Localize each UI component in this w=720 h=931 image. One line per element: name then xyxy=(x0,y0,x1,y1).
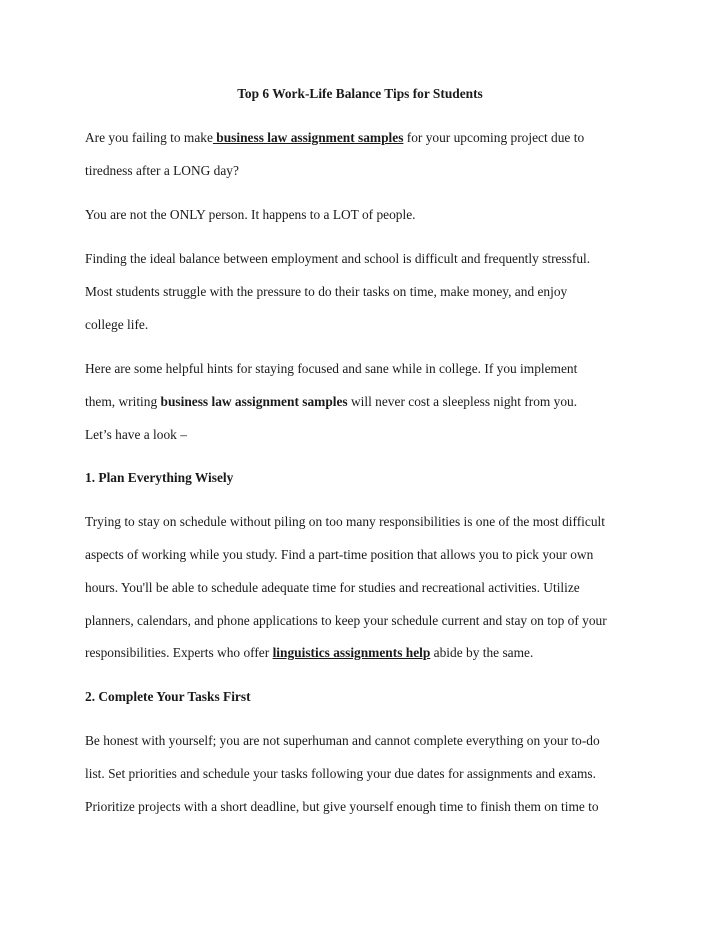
paragraph-line xyxy=(85,645,533,661)
linguistics-assignments-help-link[interactable]: linguistics assignments help xyxy=(272,645,431,660)
document-title: Top 6 Work-Life Balance Tips for Students xyxy=(237,86,483,101)
paragraph-line: Most students struggle with the pressure to do their tasks on time, make money, and enjoy xyxy=(85,284,568,299)
business-law-assignment-samples-link[interactable]: business law assignment samples xyxy=(212,130,404,145)
paragraph-line: Here are some helpful hints for staying focused and sane while in college. If you implement xyxy=(85,361,578,376)
text-span: them, writing xyxy=(85,394,161,409)
paragraph-line: college life. xyxy=(85,317,149,332)
section-heading-1: 1. Plan Everything Wisely xyxy=(85,470,234,485)
text-span: for your upcoming project due to xyxy=(403,130,585,145)
paragraph-line xyxy=(85,394,577,410)
paragraph-line: Trying to stay on schedule without piling on too many responsibilities is one of the most difficult xyxy=(85,514,605,529)
paragraph-line: aspects of working while you study. Find a part-time position that allows you to pick your own xyxy=(85,547,594,562)
text-span: Are you failing to make xyxy=(85,130,213,145)
paragraph-line: tiredness after a LONG day? xyxy=(85,163,239,178)
paragraph-line: list. Set priorities and schedule your tasks following your due dates for assignments and exams. xyxy=(85,766,596,781)
paragraph-line: Prioritize projects with a short deadline, but give yourself enough time to finish them on time to xyxy=(85,799,599,814)
paragraph-line: Finding the ideal balance between employment and school is difficult and frequently stressful. xyxy=(85,251,591,266)
text-span: will never cost a sleepless night from you. xyxy=(347,394,578,409)
paragraph-line: hours. You'll be able to schedule adequate time for studies and recreational activities. Utilize xyxy=(85,580,580,595)
text-span: abide by the same. xyxy=(430,645,534,660)
paragraph-line: You are not the ONLY person. It happens to a LOT of people. xyxy=(85,207,416,222)
section-heading-2: 2. Complete Your Tasks First xyxy=(85,689,251,704)
paragraph-line xyxy=(85,130,584,146)
paragraph-line: Let’s have a look – xyxy=(85,427,187,442)
text-span: responsibilities. Experts who offer xyxy=(85,645,273,660)
bold-keyword: business law assignment samples xyxy=(160,394,348,409)
paragraph-line: Be honest with yourself; you are not superhuman and cannot complete everything on your to-do xyxy=(85,733,600,748)
paragraph-line: planners, calendars, and phone applications to keep your schedule current and stay on top of your xyxy=(85,613,607,628)
